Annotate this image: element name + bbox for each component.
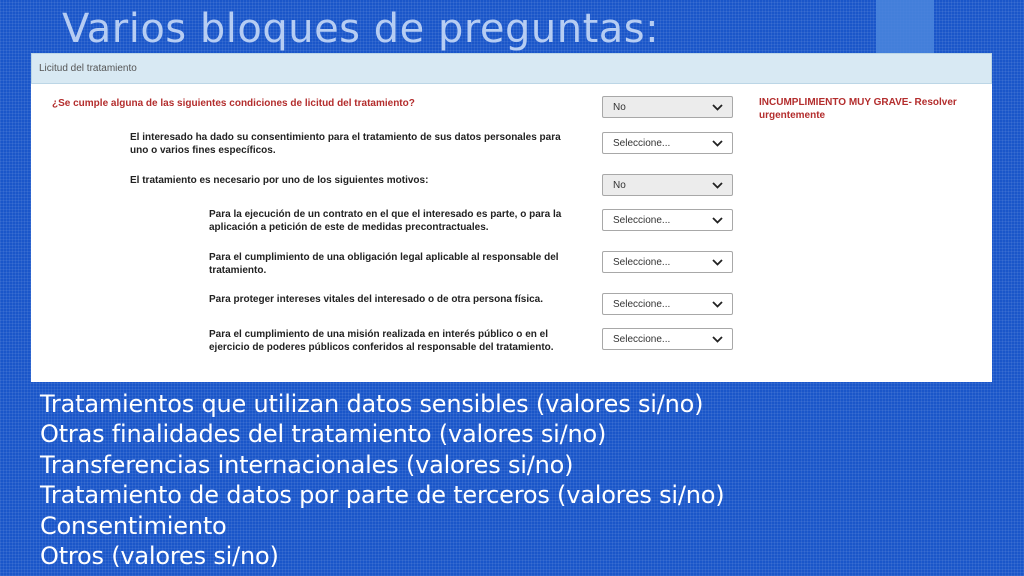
chevron-down-icon (712, 336, 723, 343)
bullet-item: Consentimiento (40, 511, 227, 540)
question-interes-publico: Para el cumplimiento de una misión realizada en interés público o en el ejercicio de poderes públicos conferidos al responsable del tratamiento. (209, 329, 554, 353)
select-value: Seleccione... (613, 215, 671, 226)
select-value: Seleccione... (613, 299, 671, 310)
chevron-down-icon (712, 104, 723, 111)
question-licitud: ¿Se cumple alguna de las siguientes condiciones de licitud del tratamiento? (52, 98, 415, 109)
select-consentimiento[interactable] (602, 132, 733, 154)
select-obligacion-legal[interactable] (602, 251, 733, 273)
select-value: No (613, 102, 626, 113)
question-intereses-vitales: Para proteger intereses vitales del interesado o de otra persona física. (209, 294, 544, 305)
bullet-item: Otras finalidades del tratamiento (valores si/no) (40, 420, 607, 449)
chevron-down-icon (712, 217, 723, 224)
warning-message: INCUMPLIMIENTO MUY GRAVE- Resolver urgentemente (759, 97, 957, 121)
chevron-down-icon (712, 301, 723, 308)
slide-title: Varios bloques de preguntas: (62, 6, 660, 52)
bullet-list (40, 389, 724, 571)
chevron-down-icon (712, 259, 723, 266)
select-interes-publico[interactable] (602, 328, 733, 350)
select-value: Seleccione... (613, 138, 671, 149)
select-value: No (613, 180, 626, 191)
select-motivos[interactable] (602, 174, 733, 196)
select-contrato[interactable] (602, 209, 733, 231)
question-motivos: El tratamiento es necesario por uno de los siguientes motivos: (130, 175, 429, 186)
bullet-item: Transferencias internacionales (valores si/no) (40, 450, 574, 479)
question-contrato: Para la ejecución de un contrato en el que el interesado es parte, o para la aplicación a petición de este de medidas precontractuales. (209, 209, 562, 233)
bullet-item: Otros (valores si/no) (40, 542, 279, 571)
select-value: Seleccione... (613, 257, 671, 268)
panel-header (31, 53, 992, 84)
chevron-down-icon (712, 140, 723, 147)
select-licitud[interactable] (602, 96, 733, 118)
licitud-form-panel (31, 53, 992, 382)
bullet-item: Tratamientos que utilizan datos sensibles (valores si/no) (40, 390, 704, 418)
chevron-down-icon (712, 182, 723, 189)
question-consentimiento: El interesado ha dado su consentimiento para el tratamiento de sus datos personales para uno o varios fines específicos. (130, 132, 561, 156)
decorative-bar (876, 0, 934, 56)
question-obligacion-legal: Para el cumplimiento de una obligación legal aplicable al responsable del tratamiento. (209, 252, 559, 276)
select-value: Seleccione... (613, 334, 671, 345)
panel-header-title: Licitud del tratamiento (39, 63, 137, 74)
bullet-item: Tratamiento de datos por parte de terceros (valores si/no) (40, 481, 725, 510)
select-intereses-vitales[interactable] (602, 293, 733, 315)
